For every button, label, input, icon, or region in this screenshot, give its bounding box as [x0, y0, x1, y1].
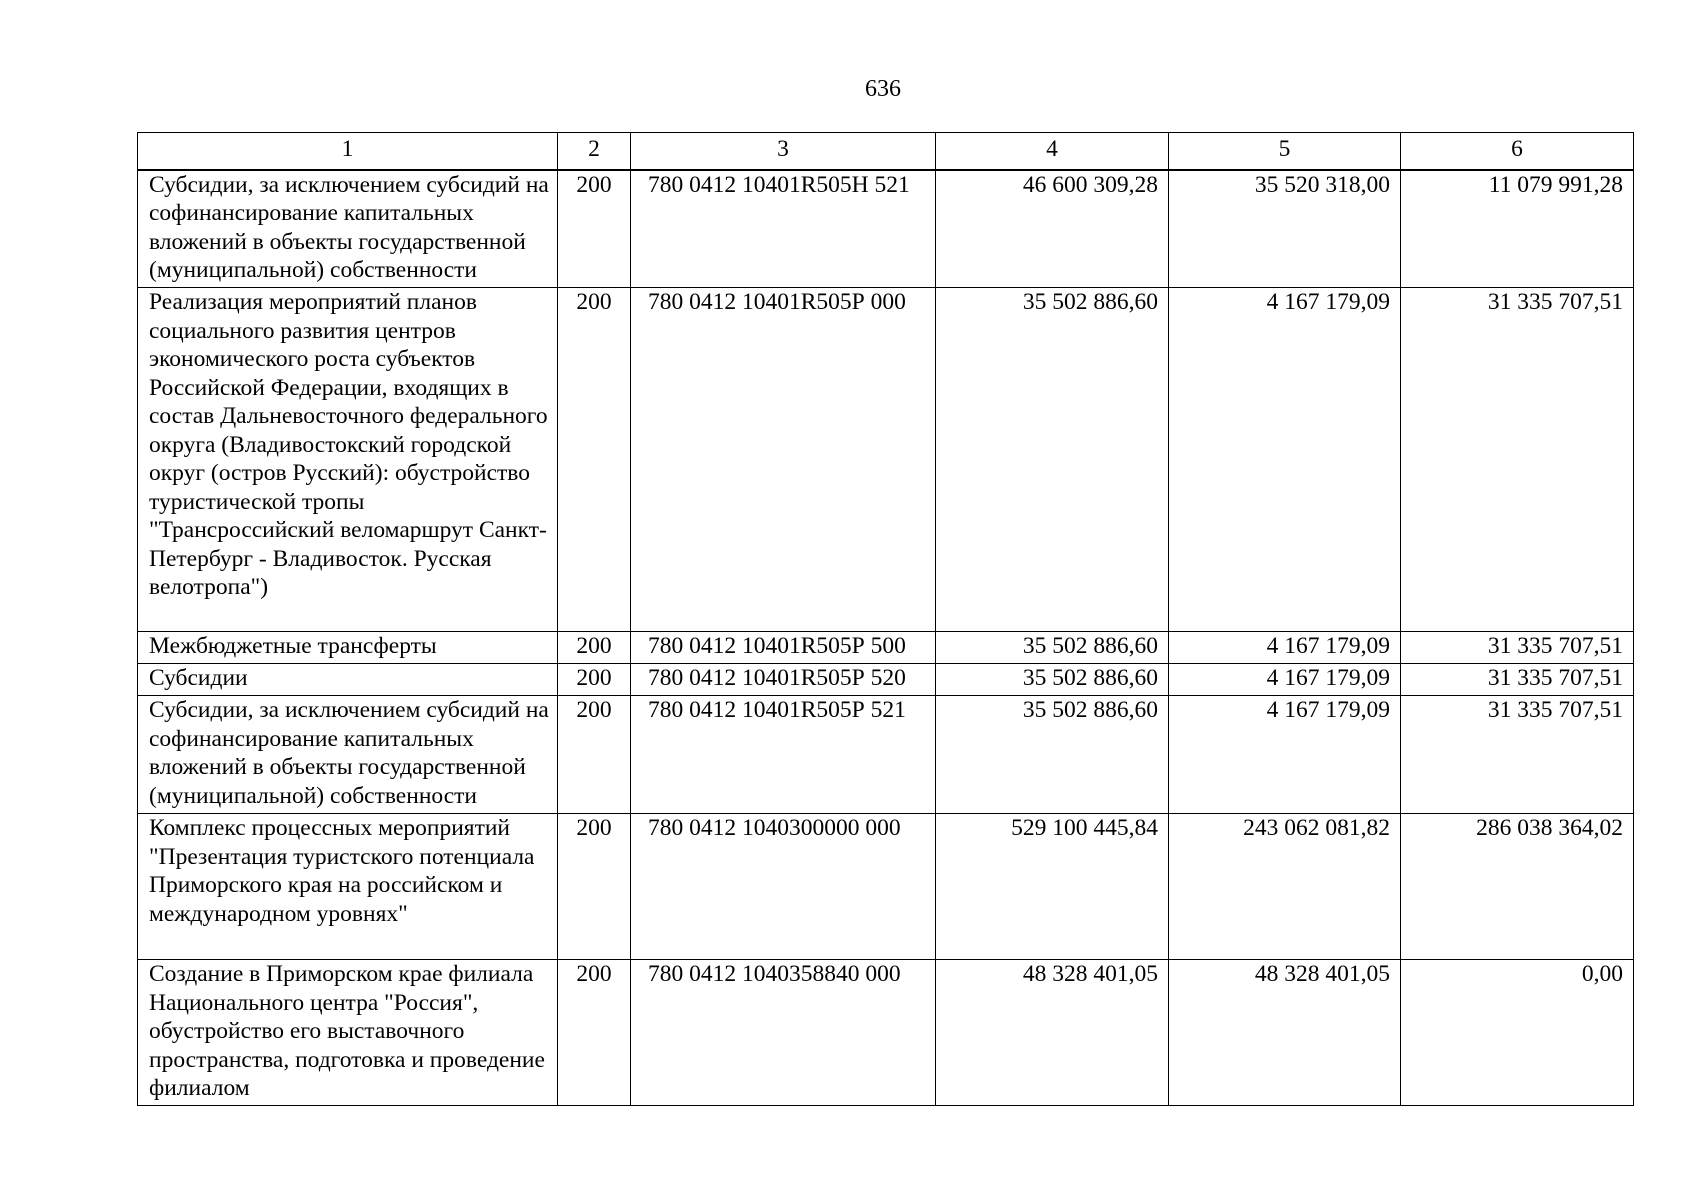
row-value-4: 35 502 886,60 [936, 664, 1169, 696]
table-row [138, 814, 1634, 960]
table-row [138, 960, 1634, 1106]
row-name: Субсидии [138, 664, 558, 696]
row-value-5: 243 062 081,82 [1169, 814, 1401, 960]
row-value-6: 11 079 991,28 [1401, 170, 1634, 288]
row-code: 200 [558, 664, 631, 696]
row-value-6: 31 335 707,51 [1401, 696, 1634, 814]
row-value-4: 529 100 445,84 [936, 814, 1169, 960]
row-code: 200 [558, 814, 631, 960]
row-value-4: 48 328 401,05 [936, 960, 1169, 1106]
row-value-5: 4 167 179,09 [1169, 288, 1401, 632]
column-header-6: 6 [1401, 133, 1634, 170]
row-value-4: 46 600 309,28 [936, 170, 1169, 288]
row-kbk: 780 0412 10401R505Р 521 [631, 696, 936, 814]
table-row [138, 632, 1634, 664]
table-row [138, 170, 1634, 288]
row-value-5: 4 167 179,09 [1169, 632, 1401, 664]
row-value-6: 0,00 [1401, 960, 1634, 1106]
row-code: 200 [558, 696, 631, 814]
row-code: 200 [558, 632, 631, 664]
column-header-1: 1 [138, 133, 558, 170]
column-header-4: 4 [936, 133, 1169, 170]
row-value-6: 286 038 364,02 [1401, 814, 1634, 960]
row-kbk: 780 0412 1040300000 000 [631, 814, 936, 960]
table-row [138, 664, 1634, 696]
row-value-5: 48 328 401,05 [1169, 960, 1401, 1106]
row-kbk: 780 0412 1040358840 000 [631, 960, 936, 1106]
row-value-5: 4 167 179,09 [1169, 664, 1401, 696]
budget-table [137, 132, 1634, 1106]
row-kbk: 780 0412 10401R505Р 520 [631, 664, 936, 696]
row-name: Межбюджетные трансферты [138, 632, 558, 664]
row-kbk: 780 0412 10401R505Р 500 [631, 632, 936, 664]
table-row [138, 696, 1634, 814]
row-kbk: 780 0412 10401R505Р 000 [631, 288, 936, 632]
page-number: 636 [865, 76, 901, 102]
row-value-4: 35 502 886,60 [936, 632, 1169, 664]
row-kbk: 780 0412 10401R505Н 521 [631, 170, 936, 288]
column-header-2: 2 [558, 133, 631, 170]
column-header-3: 3 [631, 133, 936, 170]
row-value-4: 35 502 886,60 [936, 696, 1169, 814]
row-value-5: 35 520 318,00 [1169, 170, 1401, 288]
row-value-5: 4 167 179,09 [1169, 696, 1401, 814]
row-code: 200 [558, 288, 631, 632]
row-name: Комплекс процессных мероприятий "Презентация туристского потенциала Приморского края на российском и международном уровнях" [138, 814, 558, 960]
row-code: 200 [558, 960, 631, 1106]
column-header-5: 5 [1169, 133, 1401, 170]
row-name: Субсидии, за исключением субсидий на софинансирование капитальных вложений в объекты государственной (муниципальной) собственности [138, 170, 558, 288]
row-value-6: 31 335 707,51 [1401, 288, 1634, 632]
table-row [138, 288, 1634, 632]
row-name: Реализация мероприятий планов социального развития центров экономического роста субъектов Российской Федерации, входящих в состав Дальневосточного федерального округа (Владивостокский городской округ (остров Русский): обустройство туристической тропы "Трансроссийский веломаршрут Санкт-Петербург - Владивосток. Русская велотропа") [138, 288, 558, 632]
row-value-6: 31 335 707,51 [1401, 664, 1634, 696]
row-value-4: 35 502 886,60 [936, 288, 1169, 632]
row-code: 200 [558, 170, 631, 288]
row-name: Создание в Приморском крае филиала Национального центра "Россия", обустройство его выставочного пространства, подготовка и проведение филиалом [138, 960, 558, 1106]
row-value-6: 31 335 707,51 [1401, 632, 1634, 664]
table-header-row [138, 133, 1634, 170]
row-name: Субсидии, за исключением субсидий на софинансирование капитальных вложений в объекты государственной (муниципальной) собственности [138, 696, 558, 814]
